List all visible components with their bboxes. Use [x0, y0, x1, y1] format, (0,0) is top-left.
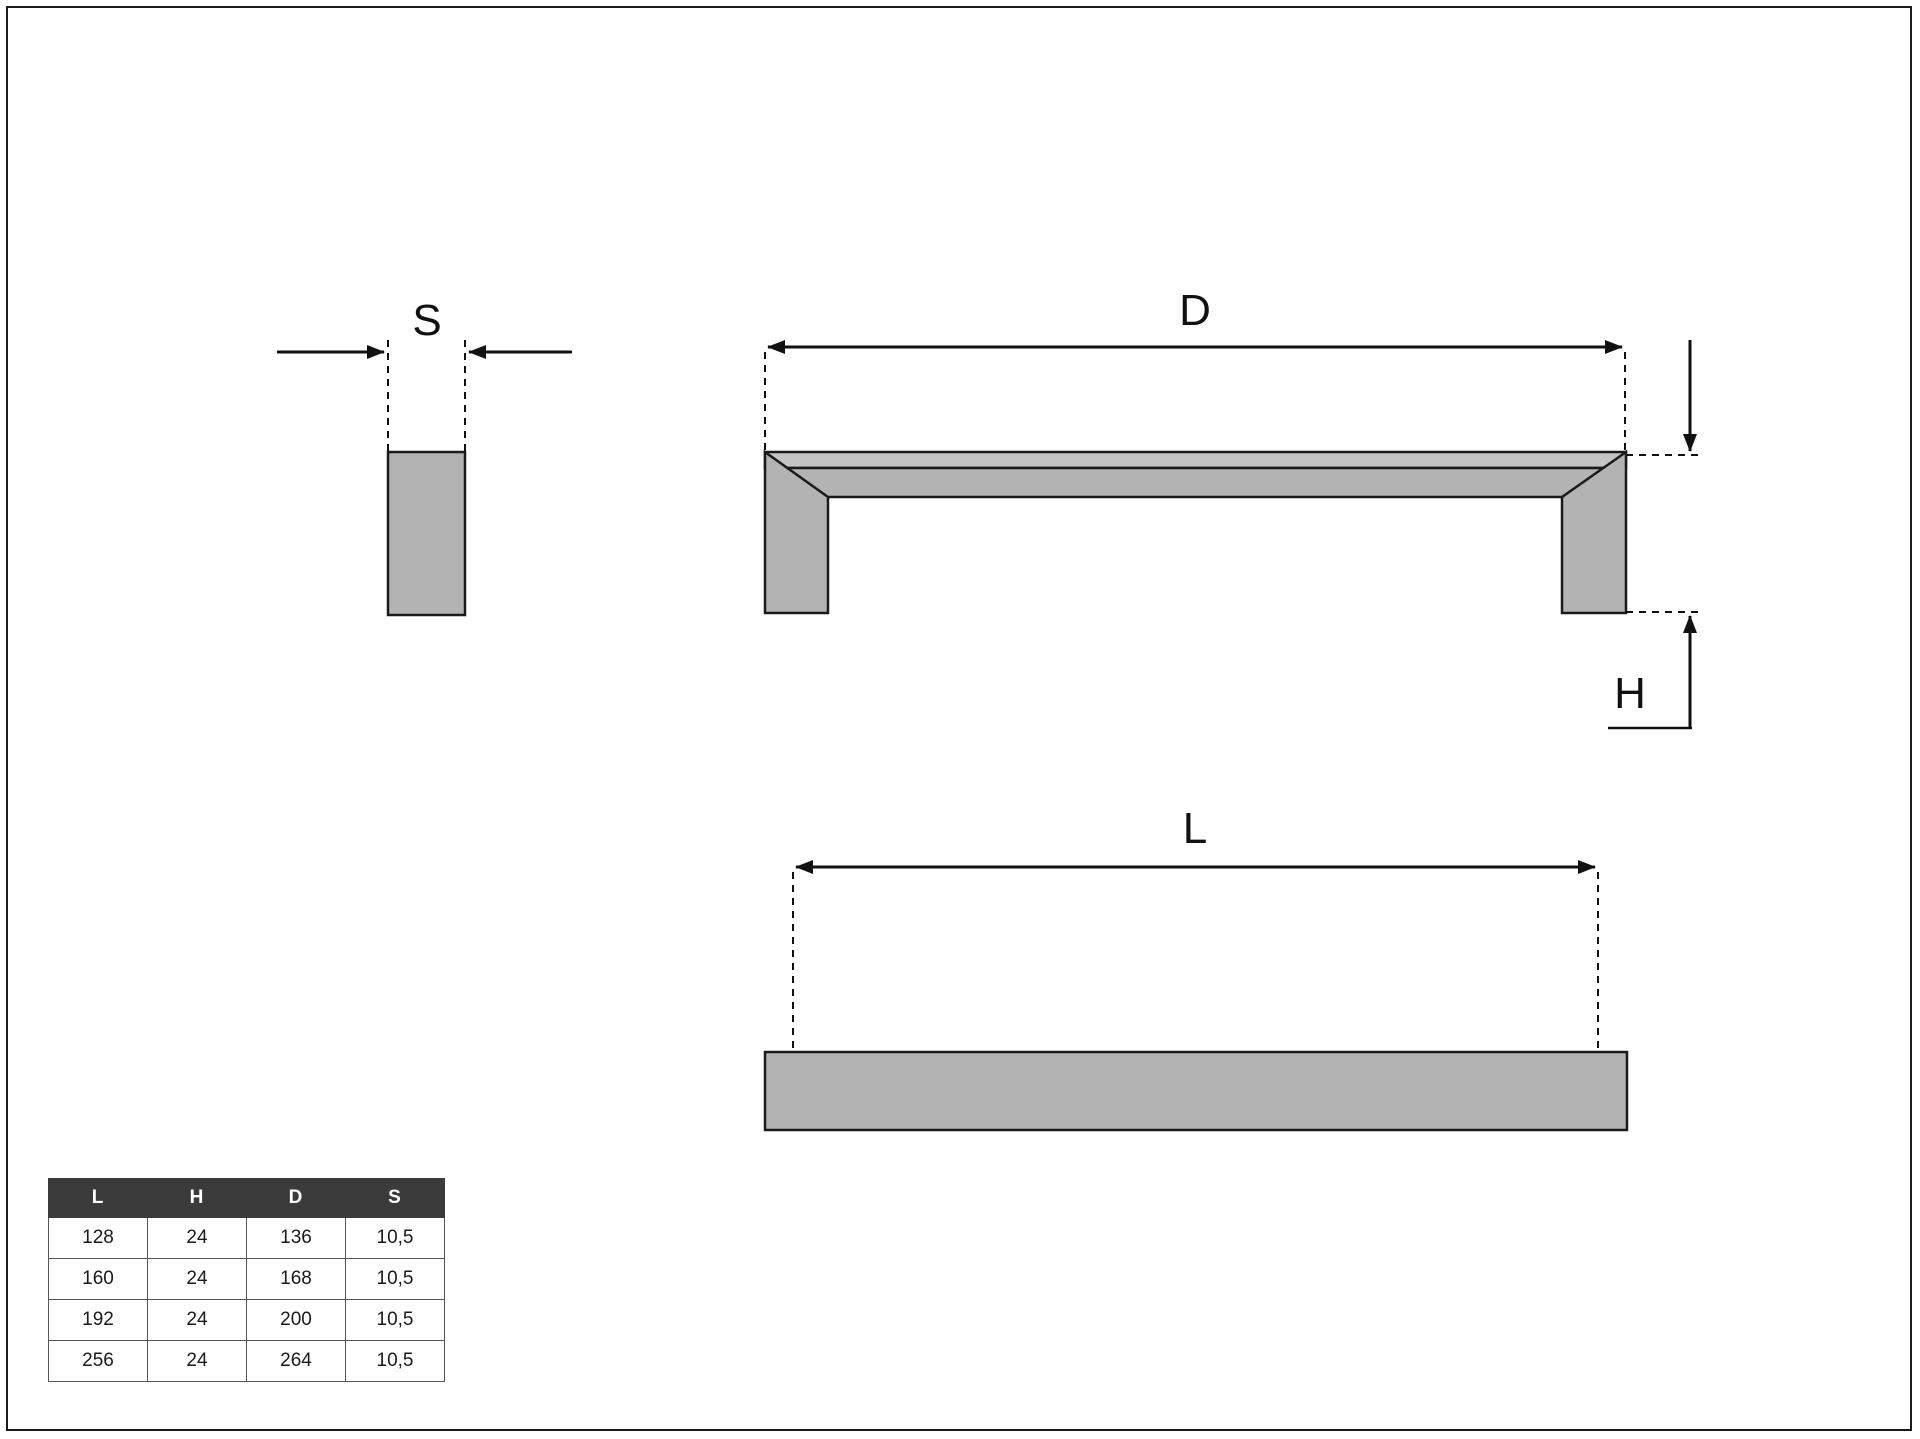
- table-row: [49, 1341, 445, 1382]
- cell-l: 160: [49, 1259, 148, 1300]
- cell-s: 10,5: [346, 1300, 445, 1341]
- label-h: H: [1614, 669, 1646, 718]
- cell-l: 128: [49, 1218, 148, 1259]
- label-s: S: [412, 296, 442, 345]
- table-header-s: S: [346, 1179, 445, 1218]
- cell-s: 10,5: [346, 1259, 445, 1300]
- dimension-table: [48, 1178, 445, 1382]
- table-header-l: L: [49, 1179, 148, 1218]
- cell-h: 24: [148, 1259, 247, 1300]
- cell-h: 24: [148, 1300, 247, 1341]
- table-header-d: D: [247, 1179, 346, 1218]
- front-elevation-view: [765, 286, 1702, 728]
- cell-h: 24: [148, 1341, 247, 1382]
- side-section-view: [277, 296, 572, 615]
- table-row: [49, 1218, 445, 1259]
- table-header-h: H: [148, 1179, 247, 1218]
- label-l: L: [1182, 804, 1208, 853]
- cell-d: 168: [247, 1259, 346, 1300]
- cell-l: 256: [49, 1341, 148, 1382]
- cell-s: 10,5: [346, 1341, 445, 1382]
- top-plan-view: [765, 804, 1627, 1130]
- cell-d: 136: [247, 1218, 346, 1259]
- table-header-row: [49, 1179, 445, 1218]
- table-row: [49, 1300, 445, 1341]
- cell-d: 200: [247, 1300, 346, 1341]
- cell-l: 192: [49, 1300, 148, 1341]
- cell-d: 264: [247, 1341, 346, 1382]
- label-d: D: [1179, 286, 1211, 335]
- cell-h: 24: [148, 1218, 247, 1259]
- cell-s: 10,5: [346, 1218, 445, 1259]
- table-row: [49, 1259, 445, 1300]
